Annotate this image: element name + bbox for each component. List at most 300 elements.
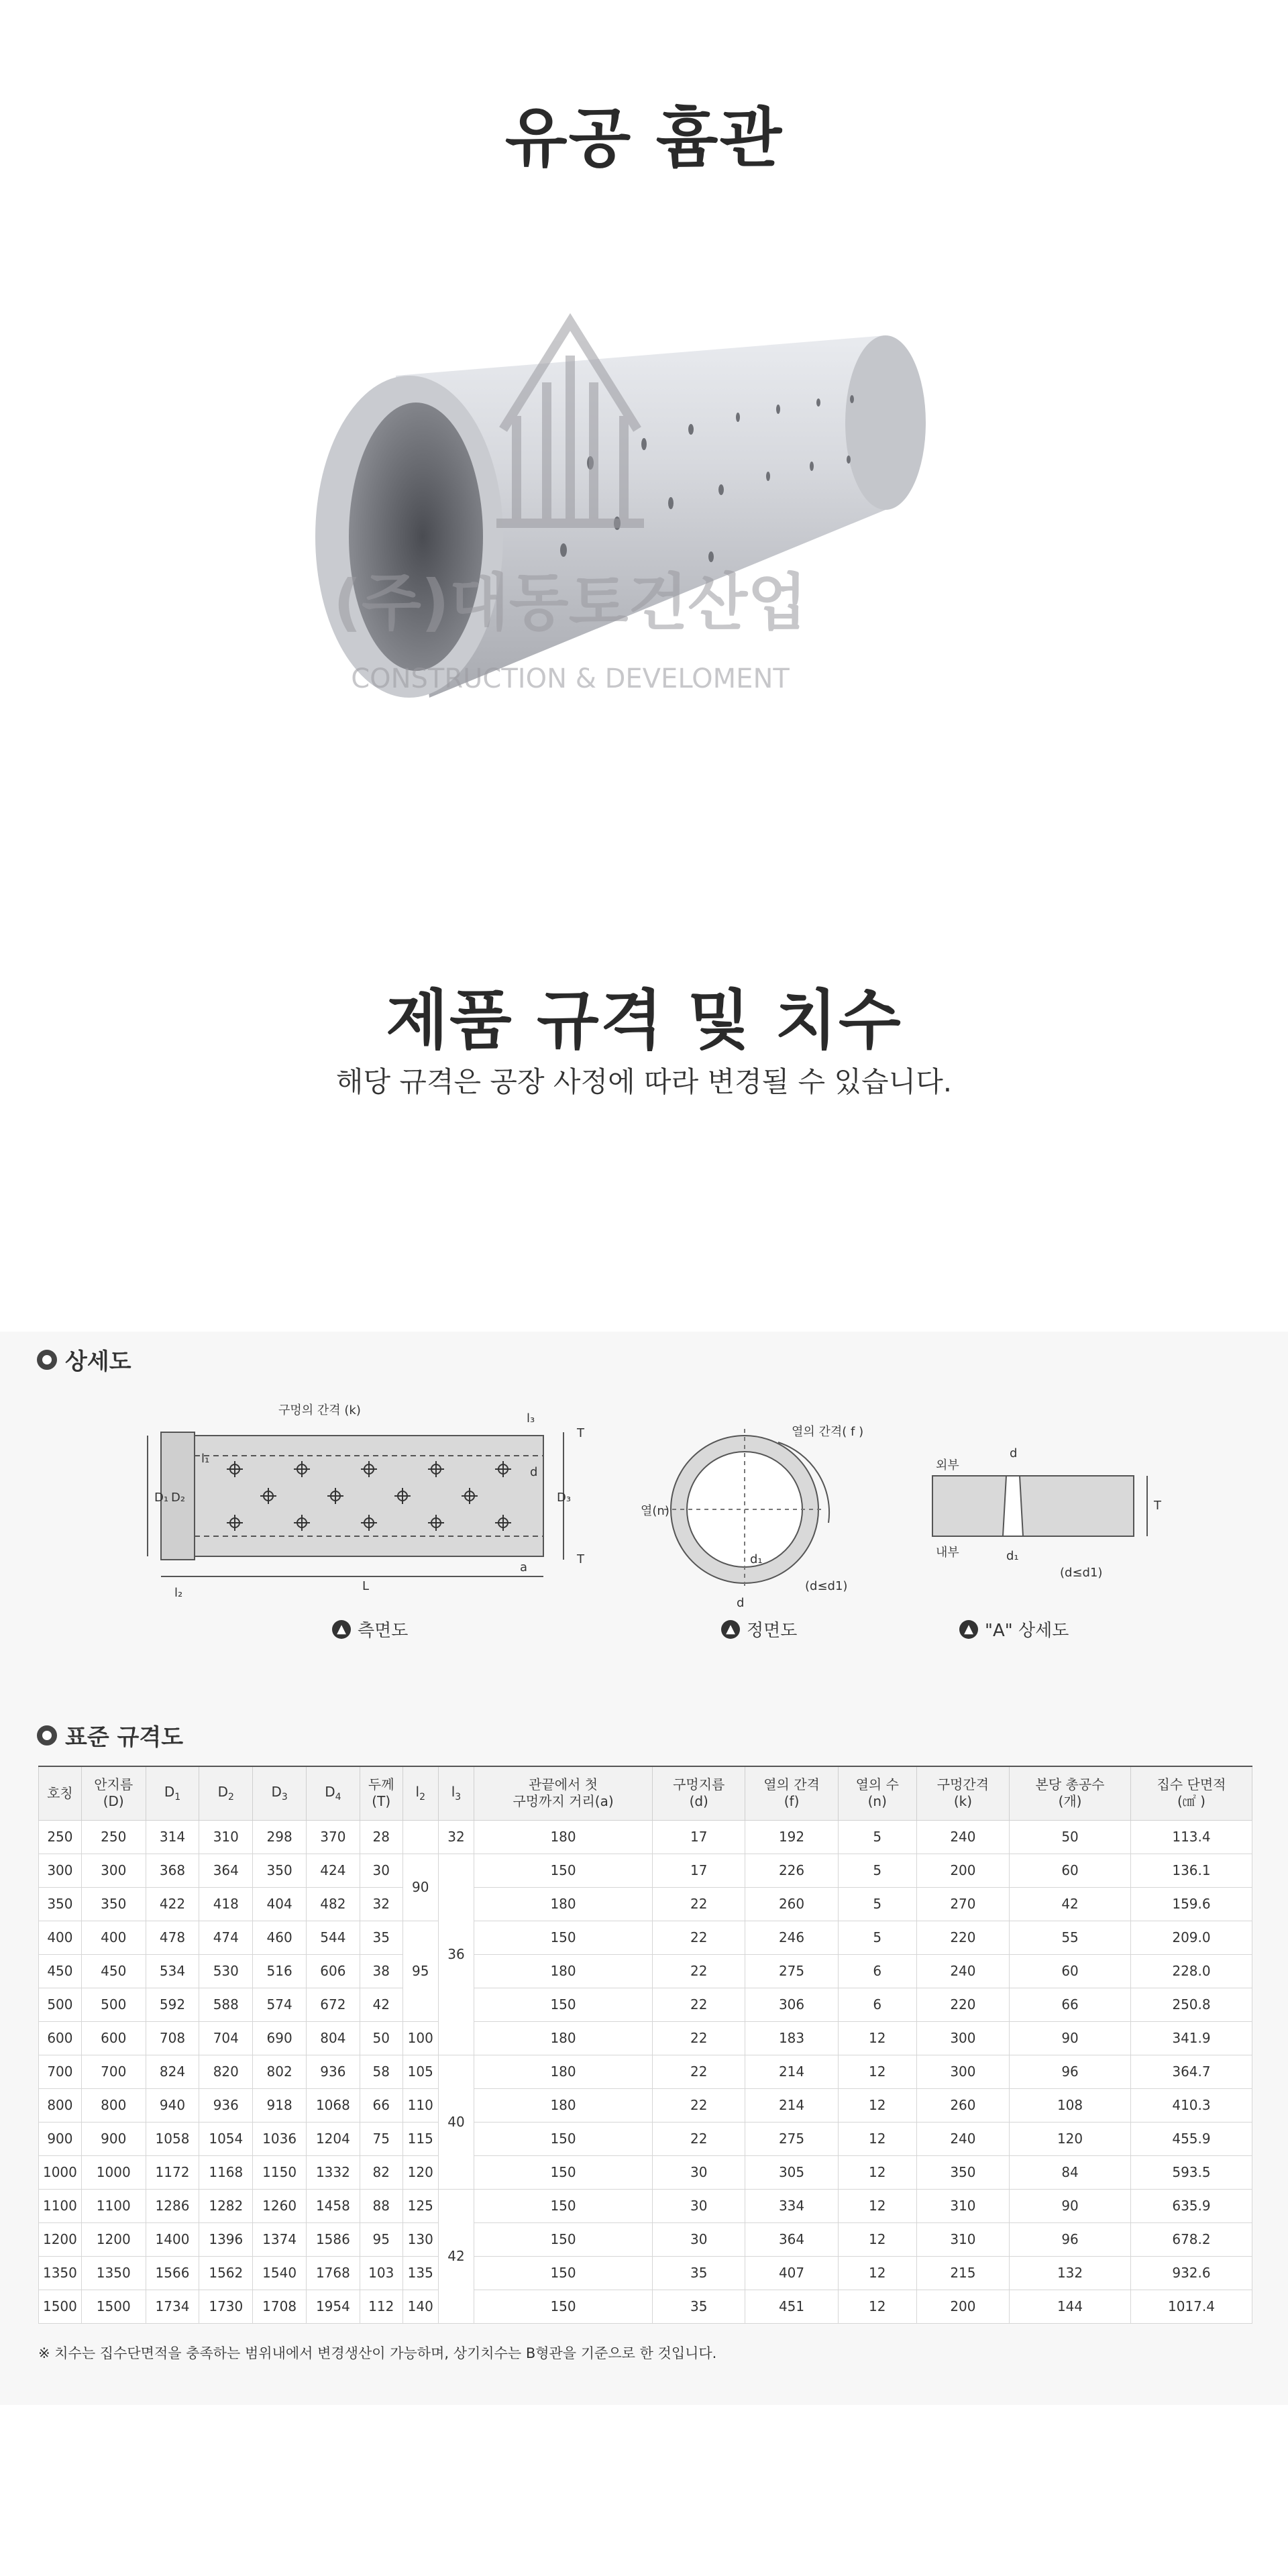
table-row (39, 1954, 1252, 1988)
table-cell: 30 (360, 1854, 402, 1887)
table-row (39, 2189, 1252, 2222)
table-cell: 300 (81, 1854, 146, 1887)
table-cell: 180 (474, 1954, 653, 1988)
table-cell: 500 (39, 1988, 82, 2021)
table-cell: 22 (653, 2088, 745, 2122)
detail-a-drawing (932, 1476, 1147, 1536)
table-cell: 1054 (199, 2122, 253, 2155)
table-cell: 75 (360, 2122, 402, 2155)
table-cell: 424 (307, 1854, 360, 1887)
table-cell: 1350 (81, 2256, 146, 2290)
table-cell: 460 (253, 1921, 307, 1954)
table-cell: 17 (653, 1820, 745, 1854)
table-cell: 940 (146, 2088, 199, 2122)
table-cell: 84 (1010, 2155, 1131, 2189)
table-cell: 1100 (81, 2189, 146, 2222)
label-d1: D₁ (154, 1491, 169, 1505)
table-cell: 474 (199, 1921, 253, 1954)
table-cell: 90 (1010, 2021, 1131, 2055)
table-row (39, 2155, 1252, 2189)
table-cell: 66 (360, 2088, 402, 2122)
table-cell: 900 (39, 2122, 82, 2155)
column-header: $D_2$ (199, 1766, 253, 1820)
table-cell: 108 (1010, 2088, 1131, 2122)
table-row (39, 1988, 1252, 2021)
table-cell: 35 (360, 1921, 402, 1954)
table-cell: 159.6 (1130, 1887, 1252, 1921)
table-cell: 341.9 (1130, 2021, 1252, 2055)
table-cell: 22 (653, 1954, 745, 1988)
table-row (39, 2088, 1252, 2122)
detail-a-caption (959, 1617, 1069, 1642)
arrow-up-icon: ▲ (959, 1620, 978, 1639)
table-cell: 298 (253, 1820, 307, 1854)
table-cell: 228.0 (1130, 1954, 1252, 1988)
detail-heading (37, 1343, 131, 1376)
table-cell: 214 (745, 2055, 838, 2088)
table-cell (402, 1820, 438, 1854)
spec-table (38, 1766, 1252, 2324)
table-cell: 136.1 (1130, 1854, 1252, 1887)
table-cell: 42 (360, 1988, 402, 2021)
table-cell: 1500 (39, 2290, 82, 2323)
table-cell: 215 (916, 2256, 1009, 2290)
table-cell: 260 (745, 1887, 838, 1921)
table-cell: 22 (653, 1887, 745, 1921)
table-cell: 900 (81, 2122, 146, 2155)
table-cell: 1000 (39, 2155, 82, 2189)
table-cell: 407 (745, 2256, 838, 2290)
table-cell: 150 (474, 2155, 653, 2189)
table-cell: 32 (438, 1820, 474, 1854)
page-title: 유공 흄관 (504, 101, 784, 176)
table-cell: 593.5 (1130, 2155, 1252, 2189)
table-cell: 310 (199, 1820, 253, 1854)
standard-heading (37, 1719, 183, 1752)
table-cell: 600 (39, 2021, 82, 2055)
table-cell: 1100 (39, 2189, 82, 2222)
table-cell: 6 (838, 1988, 916, 2021)
table-cell: 704 (199, 2021, 253, 2055)
table-cell: 1017.4 (1130, 2290, 1252, 2323)
table-cell: 32 (360, 1887, 402, 1921)
table-cell: 1260 (253, 2189, 307, 2222)
table-cell: 22 (653, 2021, 745, 2055)
table-cell: 12 (838, 2222, 916, 2256)
column-header: $D_4$ (307, 1766, 360, 1820)
table-cell: 150 (474, 2290, 653, 2323)
table-cell: 5 (838, 1820, 916, 1854)
table-cell: 1068 (307, 2088, 360, 2122)
table-cell: 12 (838, 2256, 916, 2290)
table-cell: 30 (653, 2222, 745, 2256)
label-t-top: T (577, 1426, 584, 1440)
table-cell: 404 (253, 1887, 307, 1921)
bullet-icon (37, 1725, 57, 1746)
table-cell: 90 (402, 1854, 438, 1921)
table-cell: 150 (474, 1921, 653, 1954)
table-cell: 82 (360, 2155, 402, 2189)
column-header: $D_3$ (253, 1766, 307, 1820)
column-header: $l_3$ (438, 1766, 474, 1820)
table-cell: 672 (307, 1988, 360, 2021)
front-condition: (d≤d1) (805, 1579, 848, 1593)
footnote: ※ 치수는 집수단면적을 충족하는 범위내에서 변경생산이 가능하며, 상기치수는 B형관을 기준으로 한 것입니다. (38, 2345, 717, 2361)
table-cell: 918 (253, 2088, 307, 2122)
table-cell: 370 (307, 1820, 360, 1854)
table-cell: 55 (1010, 1921, 1131, 1954)
table-cell: 1282 (199, 2189, 253, 2222)
table-cell: 144 (1010, 2290, 1131, 2323)
table-cell: 40 (438, 2055, 474, 2189)
table-cell: 310 (916, 2222, 1009, 2256)
detail-a-caption-label: "A" 상세도 (985, 1621, 1069, 1641)
table-cell: 1286 (146, 2189, 199, 2222)
table-cell: 209.0 (1130, 1921, 1252, 1954)
label-length: L (362, 1579, 370, 1593)
row-count-label: 열(n) (641, 1504, 669, 1518)
table-cell: 130 (402, 2222, 438, 2256)
table-cell: 150 (474, 1988, 653, 2021)
table-cell: 1350 (39, 2256, 82, 2290)
detail-heading-label: 상세도 (65, 1348, 131, 1375)
row-spacing-label: 열의 간격( f ) (792, 1425, 864, 1439)
table-row (39, 2122, 1252, 2155)
table-row (39, 2021, 1252, 2055)
column-header: 두께 (T) (360, 1766, 402, 1820)
table-cell: 300 (916, 2021, 1009, 2055)
table-cell: 36 (438, 1854, 474, 2055)
table-cell: 1566 (146, 2256, 199, 2290)
table-cell: 112 (360, 2290, 402, 2323)
table-cell: 110 (402, 2088, 438, 2122)
front-label-d: d (737, 1596, 745, 1610)
table-cell: 1396 (199, 2222, 253, 2256)
table-cell: 700 (81, 2055, 146, 2088)
table-cell: 334 (745, 2189, 838, 2222)
table-cell: 22 (653, 1988, 745, 2021)
table-cell: 240 (916, 2122, 1009, 2155)
table-cell: 180 (474, 1820, 653, 1854)
table-cell: 220 (916, 1988, 1009, 2021)
table-cell: 240 (916, 1954, 1009, 1988)
table-cell: 30 (653, 2155, 745, 2189)
table-cell: 96 (1010, 2055, 1131, 2088)
table-cell: 820 (199, 2055, 253, 2088)
column-header: 호칭 (39, 1766, 82, 1820)
table-cell: 450 (39, 1954, 82, 1988)
column-header: 구멍지름 (d) (653, 1766, 745, 1820)
table-cell: 1540 (253, 2256, 307, 2290)
table-cell: 12 (838, 2189, 916, 2222)
label-d2: D₂ (171, 1491, 186, 1505)
table-cell: 708 (146, 2021, 199, 2055)
watermark-tagline: CONSTRUCTION & DEVELOMENT (351, 663, 790, 694)
table-cell: 364 (745, 2222, 838, 2256)
table-cell: 180 (474, 2055, 653, 2088)
table-cell: 1168 (199, 2155, 253, 2189)
table-cell: 1200 (81, 2222, 146, 2256)
table-cell: 5 (838, 1921, 916, 1954)
table-cell: 530 (199, 1954, 253, 1988)
table-cell: 42 (1010, 1887, 1131, 1921)
table-cell: 306 (745, 1988, 838, 2021)
table-cell: 1500 (81, 2290, 146, 2323)
table-cell: 250.8 (1130, 1988, 1252, 2021)
table-cell: 350 (916, 2155, 1009, 2189)
table-row (39, 1921, 1252, 1954)
table-cell: 214 (745, 2088, 838, 2122)
table-cell: 150 (474, 2256, 653, 2290)
table-cell: 220 (916, 1921, 1009, 1954)
column-header: 본당 총공수 (개) (1010, 1766, 1131, 1820)
table-cell: 183 (745, 2021, 838, 2055)
table-cell: 936 (307, 2055, 360, 2088)
table-cell: 574 (253, 1988, 307, 2021)
perforated-pipe-image (295, 295, 966, 738)
detail-label-d1: d₁ (1006, 1549, 1019, 1563)
front-view-caption (721, 1617, 797, 1642)
table-cell: 350 (39, 1887, 82, 1921)
table-cell: 132 (1010, 2256, 1131, 2290)
table-cell: 592 (146, 1988, 199, 2021)
table-cell: 678.2 (1130, 2222, 1252, 2256)
table-cell: 364.7 (1130, 2055, 1252, 2088)
table-cell: 200 (916, 1854, 1009, 1887)
table-cell: 42 (438, 2189, 474, 2323)
table-cell: 364 (199, 1854, 253, 1887)
table-cell: 12 (838, 2122, 916, 2155)
side-view-caption-label: 측면도 (358, 1621, 409, 1641)
table-cell: 95 (402, 1921, 438, 2021)
outer-label: 외부 (936, 1458, 959, 1472)
table-cell: 1954 (307, 2290, 360, 2323)
table-row (39, 2256, 1252, 2290)
table-cell: 1150 (253, 2155, 307, 2189)
section-title: 제품 규격 및 치수 (386, 983, 902, 1058)
table-cell: 12 (838, 2055, 916, 2088)
table-cell: 600 (81, 2021, 146, 2055)
table-cell: 275 (745, 1954, 838, 1988)
table-cell: 635.9 (1130, 2189, 1252, 2222)
inner-label: 내부 (936, 1546, 959, 1560)
table-cell: 1332 (307, 2155, 360, 2189)
column-header: 열의 수 (n) (838, 1766, 916, 1820)
table-cell: 400 (81, 1921, 146, 1954)
table-cell: 38 (360, 1954, 402, 1988)
table-cell: 200 (916, 2290, 1009, 2323)
table-cell: 1768 (307, 2256, 360, 2290)
table-cell: 824 (146, 2055, 199, 2088)
table-cell: 22 (653, 2122, 745, 2155)
table-cell: 22 (653, 1921, 745, 1954)
table-cell: 1458 (307, 2189, 360, 2222)
table-cell: 310 (916, 2189, 1009, 2222)
table-cell: 125 (402, 2189, 438, 2222)
table-cell: 90 (1010, 2189, 1131, 2222)
table-cell: 1562 (199, 2256, 253, 2290)
table-cell: 226 (745, 1854, 838, 1887)
table-cell: 150 (474, 2122, 653, 2155)
table-cell: 150 (474, 1854, 653, 1887)
table-cell: 482 (307, 1887, 360, 1921)
table-cell: 1730 (199, 2290, 253, 2323)
table-cell: 140 (402, 2290, 438, 2323)
table-cell: 422 (146, 1887, 199, 1921)
table-cell: 50 (360, 2021, 402, 2055)
table-cell: 800 (81, 2088, 146, 2122)
column-header: $D_1$ (146, 1766, 199, 1820)
table-cell: 400 (39, 1921, 82, 1954)
table-cell: 17 (653, 1854, 745, 1887)
table-cell: 12 (838, 2021, 916, 2055)
label-l1: l₁ (201, 1452, 210, 1466)
table-cell: 534 (146, 1954, 199, 1988)
table-cell: 455.9 (1130, 2122, 1252, 2155)
table-cell: 936 (199, 2088, 253, 2122)
table-cell: 180 (474, 1887, 653, 1921)
table-cell: 516 (253, 1954, 307, 1988)
table-cell: 350 (253, 1854, 307, 1887)
table-cell: 350 (81, 1887, 146, 1921)
table-cell: 113.4 (1130, 1820, 1252, 1854)
table-cell: 700 (39, 2055, 82, 2088)
table-cell: 1586 (307, 2222, 360, 2256)
table-cell: 1374 (253, 2222, 307, 2256)
table-cell: 932.6 (1130, 2256, 1252, 2290)
table-cell: 12 (838, 2290, 916, 2323)
table-cell: 5 (838, 1854, 916, 1887)
table-cell: 105 (402, 2055, 438, 2088)
table-cell: 180 (474, 2021, 653, 2055)
table-cell: 66 (1010, 1988, 1131, 2021)
table-cell: 35 (653, 2290, 745, 2323)
side-view-drawing (148, 1432, 564, 1576)
table-cell: 606 (307, 1954, 360, 1988)
table-cell: 150 (474, 2222, 653, 2256)
table-cell: 1204 (307, 2122, 360, 2155)
table-cell: 270 (916, 1887, 1009, 1921)
table-cell: 240 (916, 1820, 1009, 1854)
table-cell: 1058 (146, 2122, 199, 2155)
table-cell: 30 (653, 2189, 745, 2222)
table-cell: 1036 (253, 2122, 307, 2155)
column-header: 안지름 (D) (81, 1766, 146, 1820)
table-cell: 180 (474, 2088, 653, 2122)
table-cell: 88 (360, 2189, 402, 2222)
table-cell: 192 (745, 1820, 838, 1854)
column-header: 구멍간격 (k) (916, 1766, 1009, 1820)
table-row (39, 2055, 1252, 2088)
front-view-drawing (664, 1429, 829, 1590)
bullet-icon (37, 1350, 57, 1370)
table-cell: 275 (745, 2122, 838, 2155)
table-cell: 28 (360, 1820, 402, 1854)
table-cell: 368 (146, 1854, 199, 1887)
table-cell: 58 (360, 2055, 402, 2088)
table-cell: 12 (838, 2155, 916, 2189)
table-cell: 1200 (39, 2222, 82, 2256)
table-cell: 60 (1010, 1954, 1131, 1988)
table-row (39, 2222, 1252, 2256)
table-cell: 802 (253, 2055, 307, 2088)
table-cell: 100 (402, 2021, 438, 2055)
table-cell: 410.3 (1130, 2088, 1252, 2122)
table-cell: 804 (307, 2021, 360, 2055)
table-cell: 800 (39, 2088, 82, 2122)
label-l3: l₃ (527, 1411, 535, 1426)
table-cell: 1172 (146, 2155, 199, 2189)
label-d: d (530, 1465, 538, 1479)
section-subtitle: 해당 규격은 공장 사정에 따라 변경될 수 있습니다. (335, 1065, 953, 1098)
table-cell: 96 (1010, 2222, 1131, 2256)
table-cell: 60 (1010, 1854, 1131, 1887)
detail-label-d: d (1010, 1446, 1018, 1460)
table-cell: 300 (39, 1854, 82, 1887)
table-cell: 1000 (81, 2155, 146, 2189)
table-cell: 300 (916, 2055, 1009, 2088)
arrow-up-icon: ▲ (332, 1620, 351, 1639)
table-cell: 120 (1010, 2122, 1131, 2155)
arrow-up-icon: ▲ (721, 1620, 740, 1639)
table-cell: 246 (745, 1921, 838, 1954)
column-header: 관끝에서 첫 구멍까지 거리(a) (474, 1766, 653, 1820)
hole-spacing-label: 구멍의 간격 (k) (278, 1403, 361, 1417)
table-cell: 418 (199, 1887, 253, 1921)
table-cell: 6 (838, 1954, 916, 1988)
table-cell: 1708 (253, 2290, 307, 2323)
label-t-bottom: T (577, 1552, 584, 1566)
label-l2: l₂ (174, 1586, 183, 1600)
table-header-row (39, 1766, 1252, 1820)
table-cell: 12 (838, 2088, 916, 2122)
column-header: 집수 단면적 (㎠ ) (1130, 1766, 1252, 1820)
table-cell: 690 (253, 2021, 307, 2055)
table-cell: 22 (653, 2055, 745, 2088)
table-cell: 35 (653, 2256, 745, 2290)
table-cell: 451 (745, 2290, 838, 2323)
table-cell: 305 (745, 2155, 838, 2189)
table-cell: 500 (81, 1988, 146, 2021)
table-cell: 150 (474, 2189, 653, 2222)
table-cell: 5 (838, 1887, 916, 1921)
front-view-caption-label: 정면도 (747, 1621, 798, 1641)
table-cell: 120 (402, 2155, 438, 2189)
side-view-caption (332, 1617, 408, 1642)
table-cell: 544 (307, 1921, 360, 1954)
table-row (39, 1887, 1252, 1921)
table-cell: 50 (1010, 1820, 1131, 1854)
column-header: 열의 간격 (f) (745, 1766, 838, 1820)
table-cell: 450 (81, 1954, 146, 1988)
table-cell: 478 (146, 1921, 199, 1954)
table-cell: 260 (916, 2088, 1009, 2122)
table-cell: 250 (39, 1820, 82, 1854)
table-row (39, 1820, 1252, 1854)
label-d3: D₃ (557, 1491, 572, 1505)
table-cell: 1734 (146, 2290, 199, 2323)
table-cell: 588 (199, 1988, 253, 2021)
table-row (39, 2290, 1252, 2323)
table-cell: 103 (360, 2256, 402, 2290)
table-row (39, 1854, 1252, 1887)
detail-condition: (d≤d1) (1060, 1566, 1103, 1580)
column-header: $l_2$ (402, 1766, 438, 1820)
table-cell: 1400 (146, 2222, 199, 2256)
watermark-company: (주)대동토건산업 (333, 567, 808, 639)
table-cell: 314 (146, 1820, 199, 1854)
table-cell: 95 (360, 2222, 402, 2256)
